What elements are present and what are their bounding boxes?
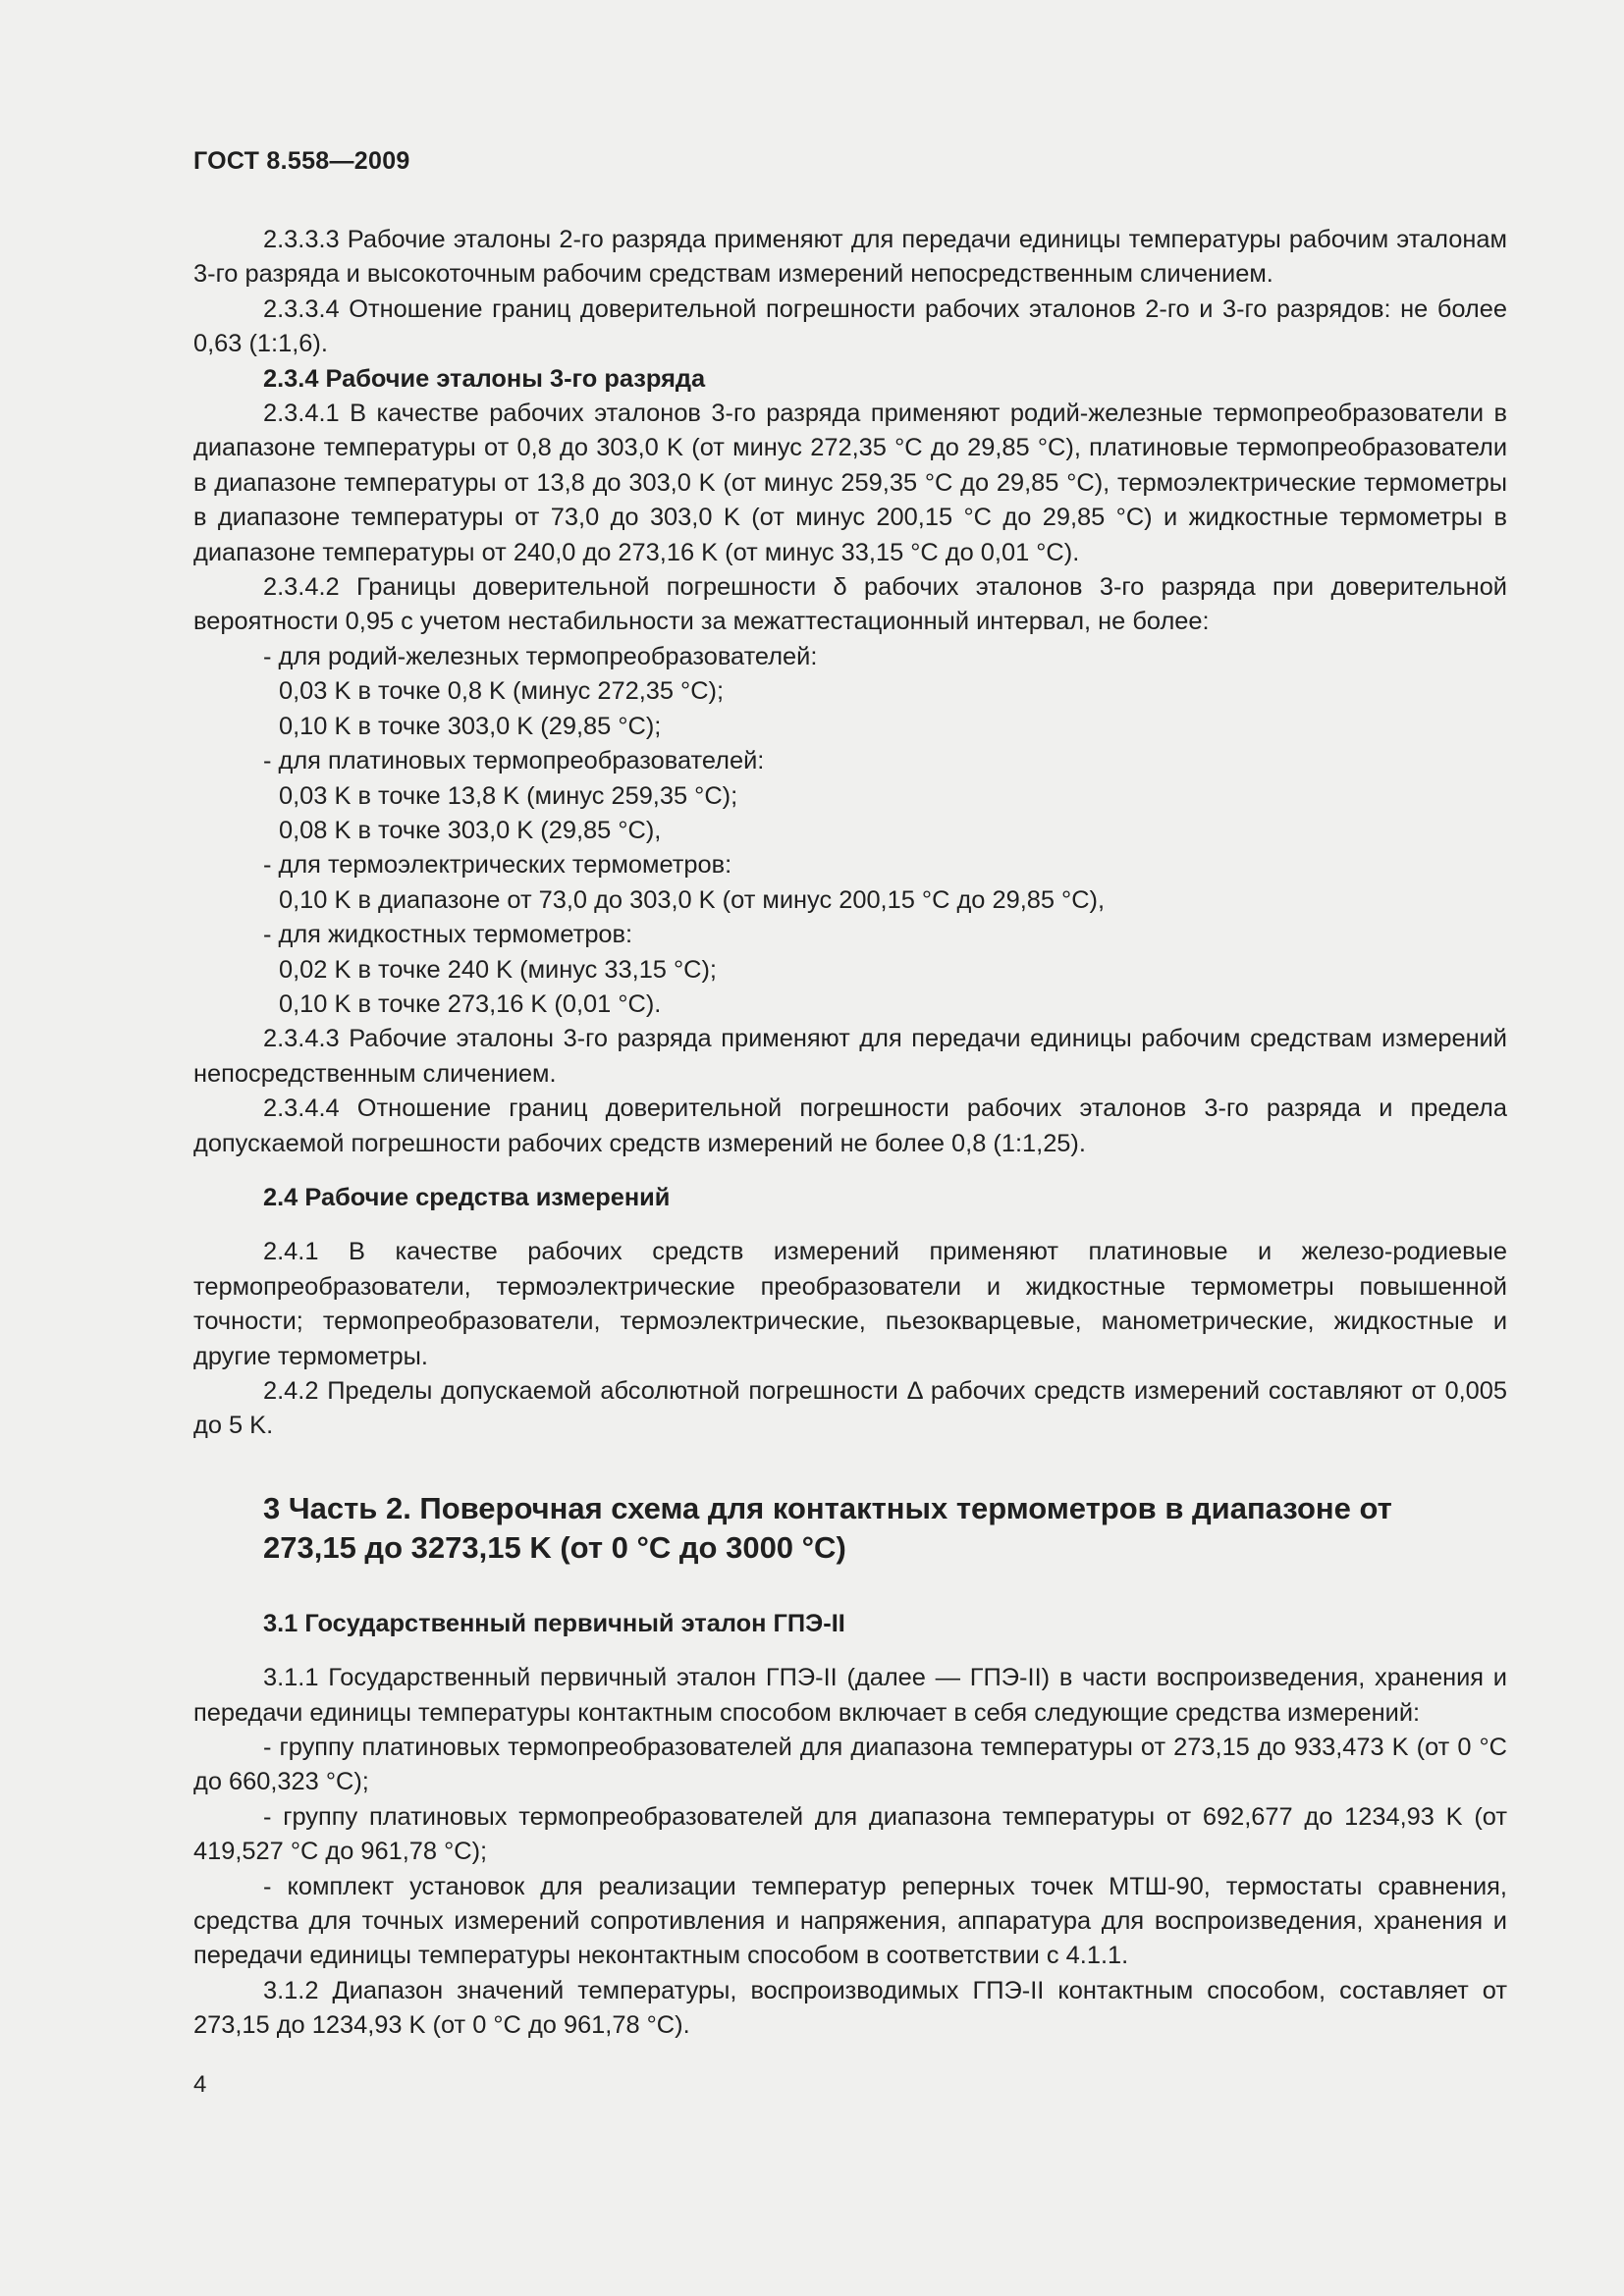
chapter-heading: 3 Часть 2. Поверочная схема для контактных термометров в диапазоне от 273,15 до 3273,15 K (от 0 °С до 3000 °С): [263, 1490, 1392, 1565]
list-subitem: 0,10 K в диапазоне от 73,0 до 303,0 K (от минус 200,15 °С до 29,85 °С),: [279, 885, 1106, 914]
list-subitem: 0,02 K в точке 240 K (минус 33,15 °С);: [279, 955, 717, 984]
page-number: 4: [193, 2071, 207, 2098]
list-subitem: 0,03 K в точке 0,8 K (минус 272,35 °С);: [279, 677, 725, 706]
document-body: [193, 223, 1507, 2044]
section-heading: 2.4 Рабочие средства измерений: [263, 1183, 671, 1211]
paragraph: 2.3.4.4 Отношение границ доверительной погрешности рабочих эталонов 3-го разряда и предела допускаемой погрешности рабочих средств измерений не более 0,8 (1:1,25).: [193, 1095, 1507, 1157]
list-item: - для термоэлектрических термометров:: [263, 851, 732, 880]
document-code-header: ГОСТ 8.558—2009: [193, 147, 410, 175]
section-heading: 3.1 Государственный первичный эталон ГПЭ-II: [263, 1609, 845, 1637]
list-subitem: 0,03 K в точке 13,8 K (минус 259,35 °С);: [279, 781, 738, 810]
paragraph: 3.1.1 Государственный первичный эталон ГПЭ-II (далее — ГПЭ-II) в части воспроизведения, хранения и передачи единицы температуры контактным способом включает в себя следующие средства измерений:: [193, 1664, 1507, 1727]
list-item: - группу платиновых термопреобразователей для диапазона температуры от 692,677 до 1234,93 K (от 419,527 °С до 961,78 °С);: [193, 1802, 1507, 1866]
list-subitem: 0,10 K в точке 303,0 K (29,85 °С);: [279, 712, 662, 740]
paragraph: 2.3.4.3 Рабочие эталоны 3-го разряда применяют для передачи единицы рабочим средствам измерений непосредственным сличением.: [193, 1025, 1507, 1088]
paragraph: 2.3.3.3 Рабочие эталоны 2-го разряда применяют для передачи единицы температуры рабочим эталонам 3-го разряда и высокоточным рабочим средствам измерений непосредственным сличением.: [193, 226, 1507, 289]
paragraph: 2.3.3.4 Отношение границ доверительной погрешности рабочих эталонов 2-го и 3-го разрядов: не более 0,63 (1:1,6).: [193, 294, 1507, 358]
paragraph: 3.1.2 Диапазон значений температуры, воспроизводимых ГПЭ-II контактным способом, составляет от 273,15 до 1234,93 K (от 0 °С до 961,78 °С).: [193, 1976, 1507, 2040]
list-item: - группу платиновых термопреобразователей для диапазона температуры от 273,15 до 933,473 K (от 0 °С до 660,323 °С);: [193, 1734, 1507, 1796]
paragraph: 2.3.4.1 В качестве рабочих эталонов 3-го разряда применяют родий-железные термопреобразователи в диапазоне температуры от 0,8 до 303,0 K (от минус 272,35 °С до 29,85 °С), платиновые термопреобразователи в диапазоне температуры от 13,8 до 303,0 K (от минус 259,35 °С до 29,85 °С), термоэлектрические термометры в диапазоне температуры от 73,0 до 303,0 K (от минус 200,15 °С до 29,85 °С) и жидкостные термометры в диапазоне температуры от 240,0 до 273,16 K (от минус 33,15 °С до 0,01 °С).: [193, 400, 1507, 566]
section-heading: 2.3.4 Рабочие эталоны 3-го разряда: [263, 364, 706, 393]
list-item: - для родий-железных термопреобразователей:: [263, 642, 818, 670]
paragraph: 2.3.4.2 Границы доверительной погрешности δ рабочих эталонов 3-го разряда при доверительной вероятности 0,95 с учетом нестабильности за межаттестационный интервал, не более:: [193, 573, 1507, 636]
paragraph: 2.4.2 Пределы допускаемой абсолютной погрешности Δ рабочих средств измерений составляют от 0,005 до 5 K.: [193, 1377, 1507, 1440]
list-item: - комплект установок для реализации температур реперных точек МТШ-90, термостаты сравнения, средства для точных измерений сопротивления и напряжения, аппаратура для воспроизведения, хранения и передачи единицы температуры неконтактным способом в соответствии с 4.1.1.: [193, 1872, 1507, 1970]
list-subitem: 0,10 K в точке 273,16 K (0,01 °С).: [279, 989, 662, 1018]
list-item: - для платиновых термопреобразователей:: [263, 747, 765, 775]
paragraph: 2.4.1 В качестве рабочих средств измерений применяют платиновые и железо-родиевые термопреобразователи, термоэлектрические преобразователи и жидкостные термометры повышенной точности; термопреобразователи, термоэлектрические, пьезокварцевые, манометрические, жидкостные и другие термометры.: [193, 1238, 1507, 1370]
list-subitem: 0,08 K в точке 303,0 K (29,85 °С),: [279, 816, 662, 844]
list-item: - для жидкостных термометров:: [263, 921, 633, 949]
